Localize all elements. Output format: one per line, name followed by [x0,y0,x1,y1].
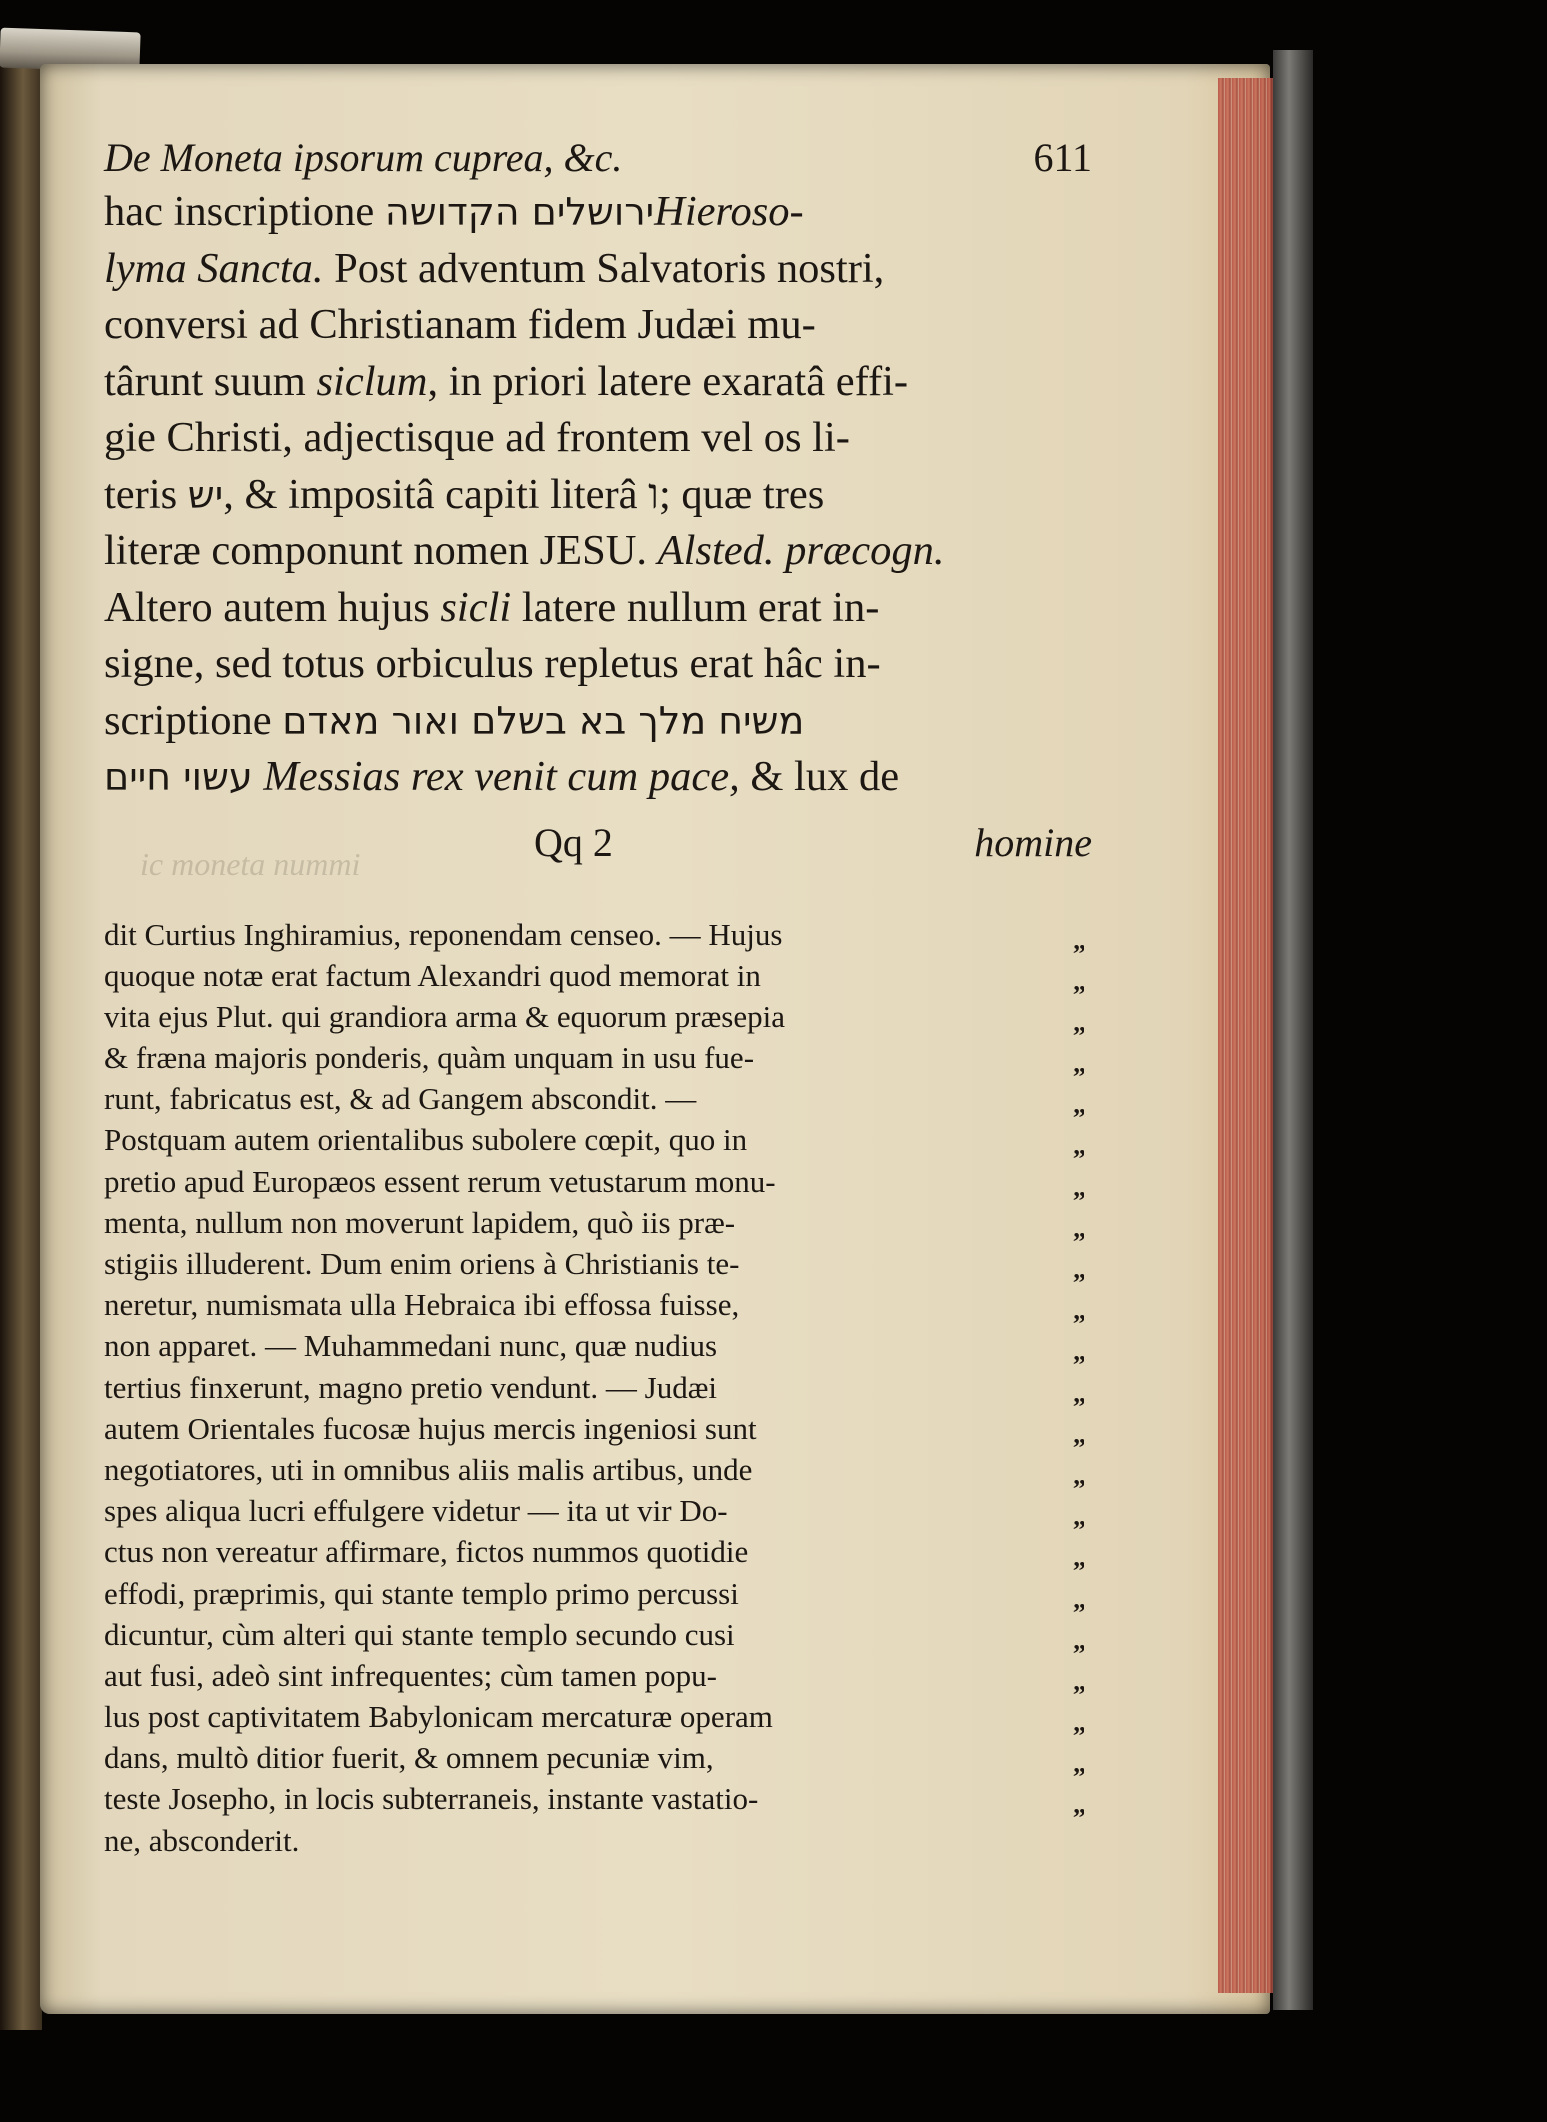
page-number: 611 [1033,135,1092,180]
quote-mark: „ [1073,1708,1084,1738]
quote-mark: „ [1073,966,1084,996]
quoted-line [104,1449,1084,1490]
quote-mark: „ [1073,925,1084,955]
quote-mark: „ [1073,1460,1084,1490]
text-line [104,184,1084,241]
quoted-line [104,1408,1084,1449]
quote-mark: „ [1073,1337,1084,1367]
quote-mark: „ [1073,1131,1084,1161]
quoted-line-text: stigiis illuderent. Dum enim oriens à Christianis te- [104,1246,740,1281]
quoted-line [104,1778,1084,1819]
quote-mark: „ [1073,1790,1084,1820]
quoted-line [104,996,1084,1037]
bleed-through-text: ic moneta nummi [140,846,361,882]
quoted-line [104,1325,1084,1366]
roman-text: Post adventum Salvatoris nostri, [323,244,885,292]
quoted-line-text: neretur, numismata ulla Hebraica ibi effossa fuisse, [104,1287,740,1323]
quoted-line [104,1531,1084,1572]
quoted-line-text: dit Curtius Inghiramius, reponendam censeo. — Hujus [104,916,783,952]
text-line [104,580,1084,637]
quoted-line-text: Postquam autem orientalibus subolere cœpit, quo in [104,1122,748,1158]
quoted-line [104,1737,1084,1778]
catchword: homine [974,819,1092,865]
book-cover-left [0,40,42,2030]
quoted-line [104,1202,1084,1243]
quote-mark: „ [1073,1419,1084,1449]
quoted-line-text: menta, nullum non moverunt lapidem, quò iis præ- [104,1204,736,1240]
quote-mark: „ [1073,1584,1084,1614]
quoted-line-text: effodi, præprimis, qui stante templo primo percussi [104,1575,739,1611]
roman-text: conversi ad Christianam fidem Judæi mu- [104,301,816,348]
signature-line [104,812,1092,874]
quoted-line-text: tertius finxerunt, magno pretio vendunt. — Judæi [104,1369,718,1405]
quoted-line-text: autem Orientales fucosæ hujus mercis ingeniosi sunt [104,1410,757,1446]
running-head [104,132,1092,184]
text-line [104,297,1084,354]
quote-mark: „ [1073,1543,1084,1573]
quoted-note [104,914,1084,1861]
quote-mark: „ [1073,1255,1084,1284]
text-line [104,636,1084,693]
quoted-line-text: lus post captivitatem Babylonicam mercaturæ operam [104,1699,773,1735]
quoted-line-text: dicuntur, cùm alteri qui stante templo secundo cusi [104,1616,735,1652]
quote-mark: „ [1073,1749,1084,1779]
quoted-line [104,914,1084,955]
italic-text: Alsted. præcogn. [657,527,945,574]
roman-text: , & impositâ capiti literâ ו; quæ tres [223,470,825,518]
quoted-line-text: & fræna majoris ponderis, quàm unquam in usu fue- [104,1040,755,1076]
hebrew-text: יש [187,472,224,517]
quoted-line [104,1284,1084,1325]
page-text [104,132,1092,1861]
quoted-line [104,1696,1084,1737]
italic-text: Hieroso- [654,188,804,235]
roman-text: gie Christi, adjectisque ad frontem vel os li- [104,414,850,461]
binding-edge [1273,50,1313,2010]
roman-text: , in priori latere exaratâ effi- [427,357,909,405]
quoted-line [104,1161,1084,1202]
roman-text: literæ componunt nomen JESU. [104,527,658,574]
quote-mark: „ [1073,1666,1084,1696]
quoted-line-text: teste Josepho, in locis subterraneis, instante vastatio- [104,1781,759,1817]
quoted-line-text: dans, multò ditior fuerit, & omnem pecuniæ vim, [104,1740,714,1776]
quoted-line [104,955,1084,996]
running-title: De Moneta ipsorum cuprea, &c. [104,135,623,180]
quote-mark: „ [1073,1502,1084,1532]
quoted-line [104,1119,1084,1160]
text-line [104,523,1084,580]
quoted-line-text: spes aliqua lucri effulgere videtur — ita ut vir Do- [104,1493,728,1529]
page-fore-edge [1218,78,1273,1993]
quote-mark: „ [1073,1625,1084,1655]
text-line [104,749,1084,806]
quoted-line [104,1037,1084,1078]
text-line [104,241,1084,298]
quoted-line [104,1573,1084,1614]
quoted-line [104,1490,1084,1531]
hebrew-text: ירושלים הקדושה [384,190,655,234]
quoted-line-text: runt, fabricatus est, & ad Gangem abscondit. — [104,1081,697,1117]
quote-mark: „ [1073,1090,1084,1120]
quoted-line [104,1820,1084,1861]
text-line [104,693,1084,750]
quote-mark: „ [1073,1172,1084,1202]
roman-text: & lux de [739,753,900,800]
quoted-line-text: non apparet. — Muhammedani nunc, quæ nudius [104,1328,718,1364]
italic-text: siclum [316,357,428,405]
roman-text: Altero autem hujus [104,583,441,631]
roman-text: târunt suum [104,357,317,405]
quoted-line-text: aut fusi, adeò sint infrequentes; cùm tamen popu- [104,1657,717,1693]
signature-mark: Qq 2 [534,819,613,865]
quoted-line-text: negotiatores, uti in omnibus aliis malis artibus, unde [104,1451,753,1487]
quoted-line [104,1367,1084,1408]
quoted-line-text: ctus non vereatur affirmare, fictos nummos quotidie [104,1534,749,1570]
text-line [104,410,1084,467]
quoted-line [104,1614,1084,1655]
quoted-line-text: ne, absconderit. [104,1822,300,1858]
italic-text: Messias rex venit cum pace, [252,753,740,800]
text-line [104,467,1084,524]
quoted-line [104,1655,1084,1696]
upper-paragraph [104,184,1084,806]
quoted-line [104,1243,1084,1284]
quote-mark: „ [1073,1296,1084,1326]
quoted-line-text: vita ejus Plut. qui grandiora arma & equorum præsepia [104,998,785,1034]
text-line [104,354,1084,411]
quoted-line-text: quoque notæ erat factum Alexandri quod memorat in [104,957,761,993]
hebrew-text: עשוי חיים [104,755,253,799]
italic-text: lyma Sancta. [104,244,324,292]
quote-mark: „ [1073,1049,1084,1079]
roman-text: signe, sed totus orbiculus repletus erat hâc in- [104,640,881,687]
roman-text: latere nullum erat in- [511,583,880,631]
hebrew-text: משיח מלך בא בשלם ואור מאדם [282,698,805,743]
quote-mark: „ [1073,1213,1084,1243]
quoted-line-text: pretio apud Europæos essent rerum vetustarum monu- [104,1163,776,1199]
roman-text: scriptione [104,696,283,744]
quote-mark: „ [1073,1378,1084,1408]
quoted-line [104,1078,1084,1119]
quote-mark: „ [1073,1007,1084,1037]
roman-text: hac inscriptione [104,188,385,235]
roman-text: teris [104,470,188,518]
italic-text: sicli [440,583,512,631]
